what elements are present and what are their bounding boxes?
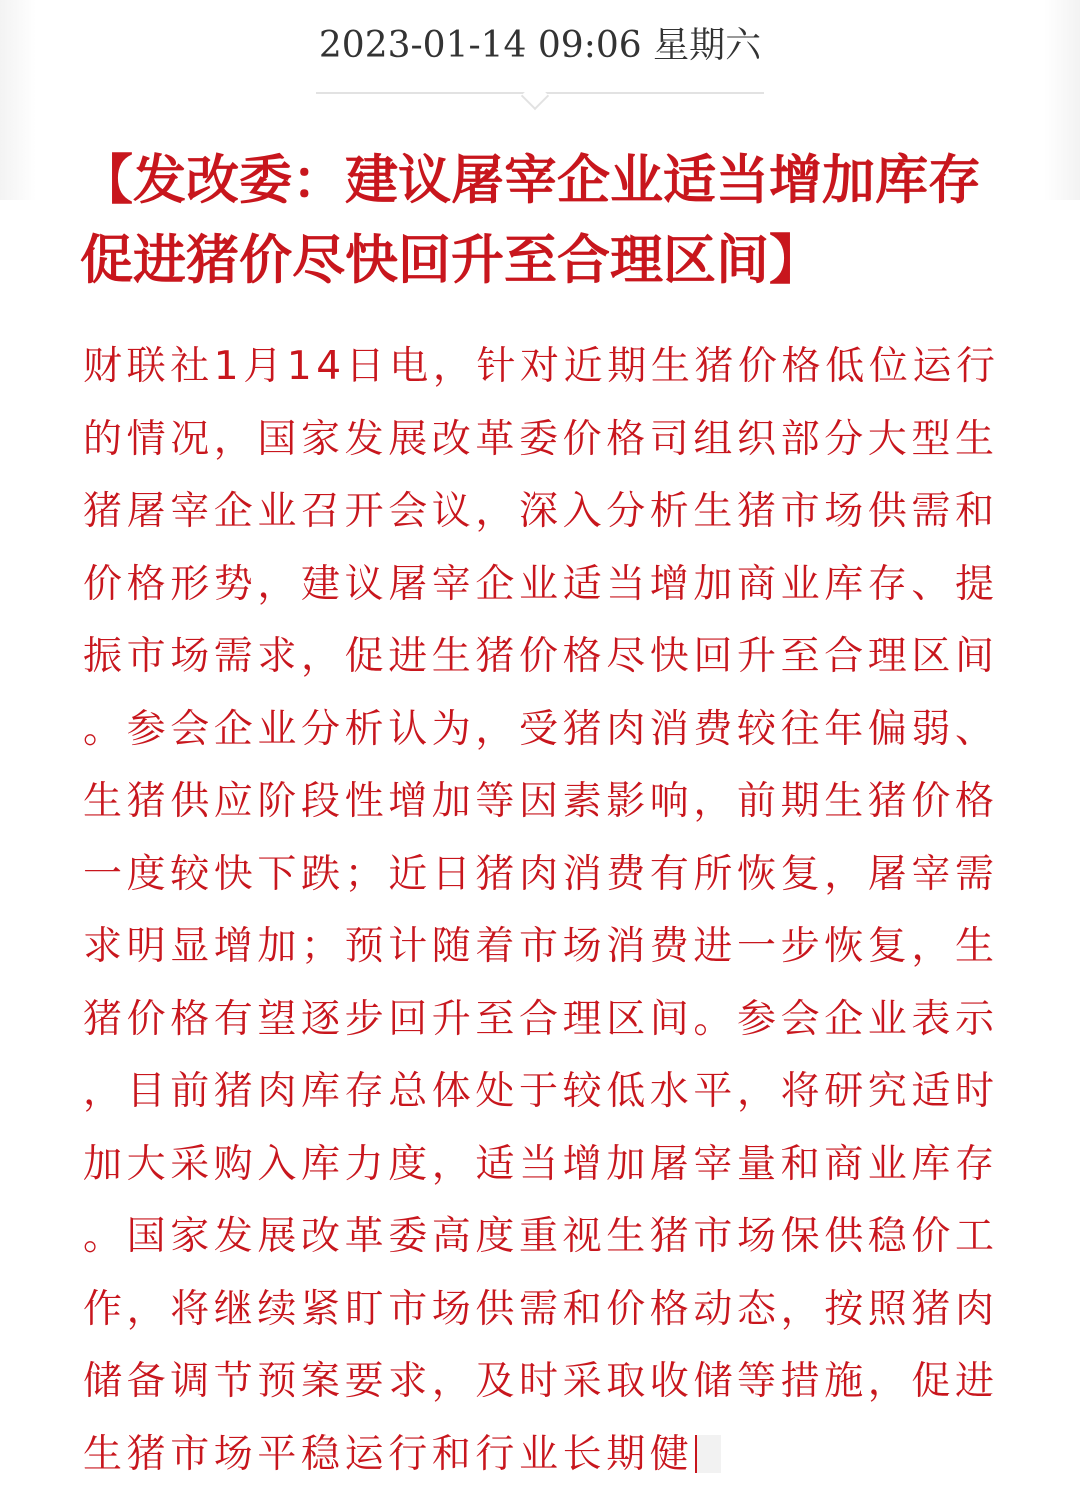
body-line: 价格形势，建议屠宰企业适当增加商业库存、提: [83, 549, 983, 622]
body-line: 振市场需求，促进生猪价格尽快回升至合理区间: [83, 621, 983, 694]
body-line: 。国家发展改革委高度重视生猪市场保供稳价工: [83, 1201, 983, 1274]
text-cursor-icon: [695, 1435, 721, 1473]
body-line: 猪价格有望逐步回升至合理区间。参会企业表示: [83, 984, 983, 1057]
body-line: 储备调节预案要求，及时采取收储等措施，促进: [83, 1346, 983, 1419]
body-line: 求明显增加；预计随着市场消费进一步恢复，生: [83, 911, 983, 984]
publish-datetime: 2023-01-14 09:06 星期六: [0, 22, 1080, 70]
divider-notch-icon: [521, 82, 549, 110]
body-line-last: [83, 1419, 983, 1491]
body-line: 加大采购入库力度，适当增加屠宰量和商业库存: [83, 1129, 983, 1202]
body-line: 一度较快下跌；近日猪肉消费有所恢复，屠宰需: [83, 839, 983, 912]
article-headline: 【发改委：建议屠宰企业适当增加库存 促进猪价尽快回升至合理区间】: [80, 140, 1000, 300]
body-line-text: 生猪市场平稳运行和行业长期健: [83, 1432, 693, 1477]
body-line: 作，将继续紧盯市场供需和价格动态，按照猪肉: [83, 1274, 983, 1347]
body-line: 猪屠宰企业召开会议，深入分析生猪市场供需和: [83, 476, 983, 549]
body-line: 的情况，国家发展改革委价格司组织部分大型生: [83, 404, 983, 477]
body-line: 生猪供应阶段性增加等因素影响，前期生猪价格: [83, 766, 983, 839]
body-line: ，目前猪肉库存总体处于较低水平，将研究适时: [83, 1056, 983, 1129]
article-body: [83, 331, 983, 1491]
body-line: 财联社1月14日电，针对近期生猪价格低位运行: [83, 331, 983, 404]
body-line: 。参会企业分析认为，受猪肉消费较往年偏弱、: [83, 694, 983, 767]
